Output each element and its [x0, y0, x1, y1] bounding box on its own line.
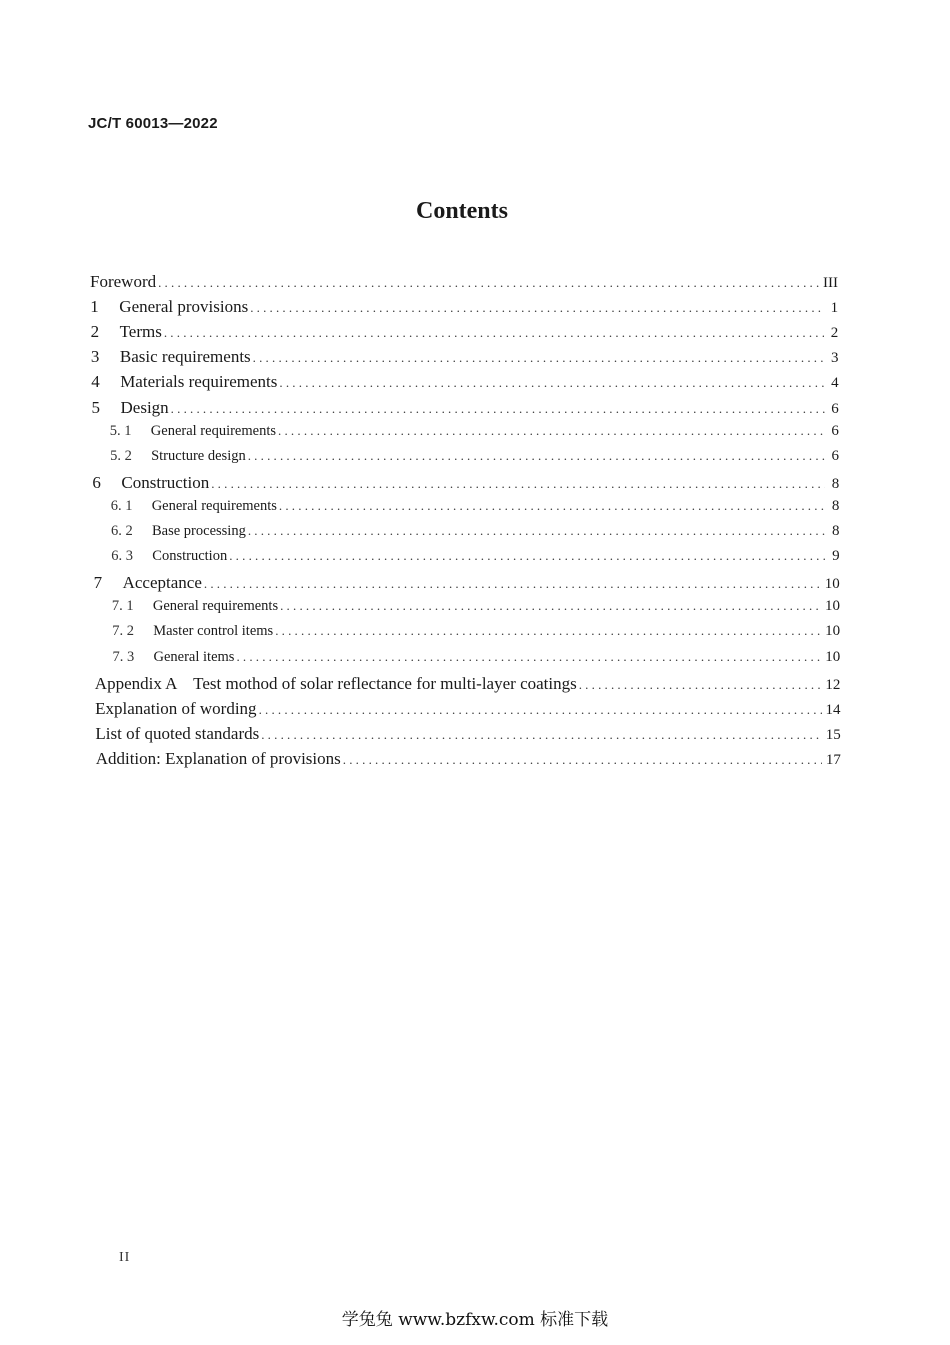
toc-entry[interactable] — [90, 272, 838, 298]
toc-entry-label: Addition: Explanation of provisions — [95, 748, 341, 768]
toc-entry-label: Appendix A Test mothod of solar reflectance for multi-layer coatings — [94, 673, 577, 693]
toc-entry[interactable] — [95, 674, 841, 700]
toc-entry-page: 10 — [824, 598, 840, 615]
toc-leader-dots — [275, 623, 821, 639]
toc-entry-label: Basic requirements — [119, 347, 251, 367]
toc-entry[interactable] — [112, 598, 840, 624]
toc-entry-page: 6 — [831, 422, 839, 439]
toc-entry[interactable] — [110, 423, 839, 449]
toc-entry-page: 12 — [825, 676, 841, 693]
toc-entry-label: Master control items — [153, 623, 274, 640]
toc-entry-page: 14 — [825, 701, 841, 718]
toc-entry-page: 8 — [832, 523, 840, 539]
toc-entry-number: 5. 2 — [110, 447, 132, 464]
toc-entry[interactable] — [113, 649, 841, 675]
toc-leader-dots — [261, 727, 821, 743]
toc-entry-page: 1 — [830, 300, 839, 317]
toc-entry-page: III — [823, 275, 838, 291]
toc-entry[interactable] — [92, 398, 839, 424]
toc-entry-number: 7. 3 — [112, 648, 135, 665]
toc-entry-number: 6 — [92, 472, 101, 492]
toc-entry-number: 7. 2 — [112, 623, 134, 640]
toc-entry-number: 4 — [91, 372, 100, 392]
toc-leader-dots — [158, 275, 819, 291]
toc-leader-dots — [343, 752, 822, 768]
toc-entry-label: Terms — [119, 322, 162, 342]
toc-entry[interactable] — [111, 523, 840, 549]
toc-entry-label: General requirements — [151, 497, 277, 514]
page-number: II — [119, 1250, 131, 1265]
page-title: Contents — [415, 198, 508, 224]
toc-entry-label: Construction — [152, 548, 228, 565]
toc-entry-label: General items — [153, 648, 235, 665]
toc-entry-label: Base processing — [152, 523, 246, 539]
toc-entry-label: General provisions — [119, 297, 249, 317]
toc-entry-label: Design — [120, 397, 169, 417]
toc-entry-label: Explanation of wording — [95, 698, 257, 718]
toc-entry-label: Materials requirements — [120, 372, 278, 392]
toc-entry-page: 17 — [825, 751, 841, 768]
toc-entry-page: 6 — [831, 447, 840, 464]
toc-leader-dots — [579, 677, 822, 693]
toc-entry-label: Acceptance — [122, 573, 202, 593]
toc-entry[interactable] — [91, 322, 839, 348]
toc-leader-dots — [211, 476, 825, 492]
toc-entry[interactable] — [91, 347, 839, 373]
toc-entry-label: Foreword — [90, 272, 157, 291]
toc-leader-dots — [280, 598, 821, 614]
toc-entry[interactable] — [110, 448, 839, 474]
toc-entry-number: 2 — [90, 322, 100, 342]
toc-entry-page: 8 — [831, 475, 840, 492]
toc-entry[interactable] — [90, 297, 838, 323]
toc-leader-dots — [279, 375, 824, 391]
toc-leader-dots — [204, 576, 821, 592]
toc-entry[interactable] — [95, 724, 840, 750]
toc-leader-dots — [171, 401, 825, 417]
toc-entry-page: 10 — [825, 623, 841, 640]
toc-entry-page: 4 — [831, 375, 839, 392]
toc-entry-page: 6 — [831, 400, 839, 417]
toc-entry-number: 6. 1 — [110, 497, 133, 514]
toc-entry-number: 3 — [90, 347, 100, 367]
toc-entry-page: 15 — [825, 726, 841, 743]
toc-entry-label: General requirements — [150, 422, 277, 439]
toc-entry-page: 10 — [824, 576, 840, 593]
toc-entry-label: List of quoted standards — [95, 723, 260, 743]
toc-leader-dots — [278, 423, 825, 439]
toc-entry[interactable] — [92, 473, 839, 499]
toc-entry-number: 5 — [91, 397, 100, 417]
toc-leader-dots — [248, 448, 825, 464]
toc-leader-dots — [253, 350, 825, 366]
toc-entry-page: 8 — [831, 497, 840, 514]
toc-entry-label: Structure design — [151, 447, 246, 464]
toc-entry[interactable] — [95, 699, 840, 725]
toc-entry-page: 10 — [825, 648, 841, 665]
toc-entry-page: 3 — [830, 350, 839, 367]
toc-entry[interactable] — [111, 548, 839, 574]
toc-entry-number: 1 — [90, 297, 99, 317]
toc-entry[interactable] — [94, 573, 840, 599]
toc-entry-number: 7 — [93, 573, 103, 593]
standard-code: JC/T 60013—2022 — [88, 115, 218, 132]
toc-leader-dots — [248, 523, 826, 539]
toc-entry-number: 6. 3 — [111, 548, 134, 565]
toc-entry-label: General requirements — [152, 598, 279, 615]
toc-entry-page: 9 — [832, 548, 840, 565]
toc-entry-number: 7. 1 — [111, 598, 134, 615]
toc-leader-dots — [279, 498, 825, 514]
toc-entry-number: 6. 2 — [111, 523, 133, 539]
toc-entry[interactable] — [91, 372, 838, 398]
toc-leader-dots — [259, 702, 822, 718]
toc-leader-dots — [250, 300, 824, 316]
toc-leader-dots — [236, 649, 821, 665]
toc-entry[interactable] — [111, 498, 840, 524]
toc-entry[interactable] — [96, 749, 841, 775]
toc-entry-page: 2 — [830, 325, 839, 342]
toc-entry[interactable] — [112, 623, 840, 649]
footer-watermark: 学兔兔 www.bzfxw.com 标准下载 — [341, 1310, 609, 1330]
toc-leader-dots — [164, 325, 824, 341]
toc-leader-dots — [229, 548, 825, 564]
toc-entry-label: Construction — [121, 472, 210, 492]
toc-entry-number: 5. 1 — [109, 422, 132, 439]
